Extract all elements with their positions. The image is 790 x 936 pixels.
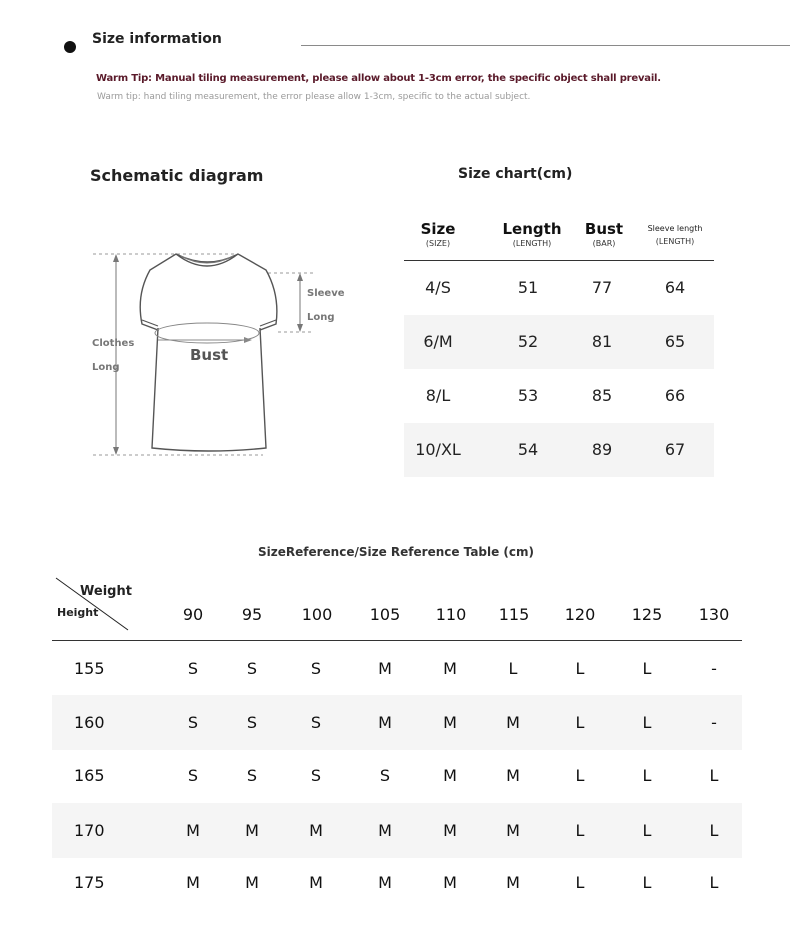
size-chart-row — [404, 261, 714, 315]
reference-table-title: SizeReference/Size Reference Table (cm) — [258, 545, 535, 559]
size-cell: L — [642, 713, 652, 732]
size-cell: M — [443, 873, 457, 892]
cell-sleeve: 65 — [664, 332, 686, 351]
size-cell: M — [506, 713, 520, 732]
cell-sleeve: 67 — [664, 440, 686, 459]
size-cell: S — [187, 713, 199, 732]
size-cell: S — [379, 766, 391, 785]
cell-bust: 85 — [591, 386, 613, 405]
reference-row — [52, 695, 742, 750]
size-cell: L — [642, 766, 652, 785]
col-header-size-main: Size — [420, 220, 456, 238]
weight-col-header: 100 — [301, 605, 333, 624]
size-cell: L — [642, 873, 652, 892]
clothes-long-label — [92, 332, 134, 380]
col-header-length-sub: (LENGTH) — [512, 239, 552, 248]
size-cell: S — [310, 659, 322, 678]
section-title: Size information — [92, 31, 222, 47]
size-chart-title: Size chart(cm) — [458, 166, 573, 182]
col-header-bust-main: Bust — [584, 220, 624, 238]
schematic-diagram-title: Schematic diagram — [90, 166, 264, 185]
cell-bust: 77 — [591, 278, 613, 297]
cell-bust: 89 — [591, 440, 613, 459]
size-chart-row — [404, 315, 714, 369]
bullet-dot — [64, 41, 76, 53]
size-cell: S — [310, 766, 322, 785]
weight-label: Weight — [80, 584, 132, 599]
col-header-sleeve — [636, 220, 714, 247]
col-header-sleeve-sub: (LENGTH) — [655, 237, 695, 246]
size-cell: M — [309, 821, 323, 840]
col-header-sleeve-main: Sleeve length — [647, 224, 703, 233]
weight-col-header: 130 — [698, 605, 730, 624]
size-chart-header — [404, 220, 714, 261]
weight-col-header: 125 — [631, 605, 663, 624]
size-cell: M — [506, 821, 520, 840]
size-cell: M — [506, 766, 520, 785]
weight-col-header: 115 — [498, 605, 530, 624]
weight-col-header: 110 — [435, 605, 467, 624]
reference-row — [52, 855, 742, 910]
size-cell: M — [309, 873, 323, 892]
size-cell: S — [310, 713, 322, 732]
weight-col-header: 95 — [241, 605, 263, 624]
size-cell: L — [709, 821, 719, 840]
cell-length: 53 — [517, 386, 539, 405]
sleeve-long-label — [307, 282, 345, 330]
warm-tip-bold: Warm Tip: Manual tiling measurement, please allow about 1-3cm error, the specific object shall prevail. — [96, 73, 661, 84]
header-divider — [301, 45, 790, 46]
size-cell: L — [575, 821, 585, 840]
length-arrow-head-bottom — [113, 447, 119, 455]
size-cell: L — [575, 766, 585, 785]
weight-col-header: 120 — [564, 605, 596, 624]
size-cell: L — [709, 766, 719, 785]
cell-length: 54 — [517, 440, 539, 459]
height-cell: 175 — [74, 873, 105, 892]
height-cell: 165 — [74, 766, 105, 785]
sleeve-long-line2: Long — [307, 312, 335, 323]
cell-size: 10/XL — [415, 440, 461, 459]
clothes-long-line2: Long — [92, 362, 120, 373]
size-chart-row — [404, 423, 714, 477]
weight-col-header: 90 — [182, 605, 204, 624]
reference-row — [52, 748, 742, 803]
size-cell: M — [443, 766, 457, 785]
size-cell: L — [508, 659, 518, 678]
sleeve-long-line1: Sleeve — [307, 288, 345, 299]
tshirt-collar — [176, 254, 238, 266]
size-cell: M — [186, 821, 200, 840]
cell-sleeve: 66 — [664, 386, 686, 405]
size-cell: - — [711, 713, 717, 732]
size-cell: M — [245, 873, 259, 892]
size-cell: L — [575, 873, 585, 892]
cell-bust: 81 — [591, 332, 613, 351]
warm-tip-light: Warm tip: hand tiling measurement, the error please allow 1-3cm, specific to the actual subject. — [97, 92, 531, 102]
height-label: Height — [57, 606, 99, 619]
size-cell: L — [709, 873, 719, 892]
size-cell: M — [378, 659, 392, 678]
size-cell: M — [443, 713, 457, 732]
bust-arrow-head — [244, 337, 252, 343]
size-cell: M — [443, 659, 457, 678]
col-header-length-main: Length — [502, 220, 562, 238]
size-cell: M — [378, 873, 392, 892]
size-cell: M — [378, 821, 392, 840]
clothes-long-line1: Clothes — [92, 338, 135, 349]
size-cell: L — [575, 713, 585, 732]
size-cell: M — [378, 713, 392, 732]
size-cell: M — [245, 821, 259, 840]
height-cell: 160 — [74, 713, 105, 732]
size-cell: S — [246, 766, 258, 785]
col-header-bust-sub: (BAR) — [592, 239, 616, 248]
col-header-bust — [576, 220, 632, 249]
size-cell: S — [187, 659, 199, 678]
col-header-size — [404, 220, 472, 249]
sleeve-arrow-head-top — [297, 273, 303, 281]
reference-row — [52, 803, 742, 858]
size-cell: L — [642, 821, 652, 840]
height-cell: 155 — [74, 659, 105, 678]
size-cell: S — [246, 713, 258, 732]
size-cell: M — [186, 873, 200, 892]
size-cell: L — [575, 659, 585, 678]
size-cell: M — [443, 821, 457, 840]
bust-label: Bust — [190, 346, 229, 364]
weight-col-header: 105 — [369, 605, 401, 624]
cell-sleeve: 64 — [664, 278, 686, 297]
col-header-size-sub: (SIZE) — [425, 239, 451, 248]
height-cell: 170 — [74, 821, 105, 840]
size-cell: - — [711, 659, 717, 678]
size-chart-row — [404, 369, 714, 423]
cell-size: 8/L — [425, 386, 451, 405]
cell-length: 51 — [517, 278, 539, 297]
size-chart-table — [404, 220, 714, 477]
cell-size: 6/M — [423, 332, 453, 351]
reference-row — [52, 641, 742, 696]
sleeve-arrow-head-bottom — [297, 324, 303, 332]
length-arrow-head-top — [113, 254, 119, 262]
size-cell: M — [506, 873, 520, 892]
size-cell: S — [246, 659, 258, 678]
size-cell: L — [642, 659, 652, 678]
col-header-length — [492, 220, 572, 249]
size-cell: S — [187, 766, 199, 785]
cell-size: 4/S — [425, 278, 451, 297]
cell-length: 52 — [517, 332, 539, 351]
